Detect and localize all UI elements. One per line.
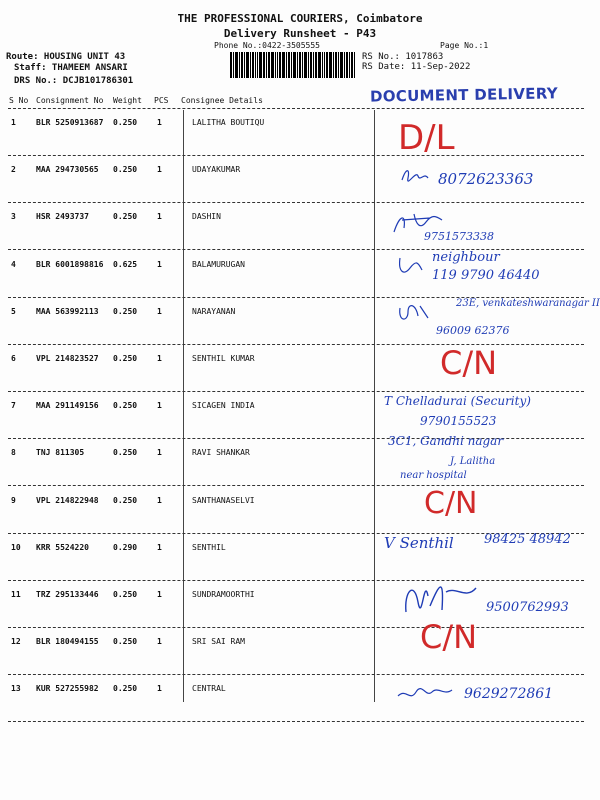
row-consignee: SENTHIL (192, 543, 226, 552)
row-sno: 1 (11, 118, 16, 127)
row-sno: 13 (11, 684, 21, 693)
row-divider (8, 627, 584, 628)
row-consignee: SENTHIL KUMAR (192, 354, 255, 363)
row-pcs: 1 (157, 637, 162, 646)
row-consignment-no: TRZ 295133446 (36, 590, 99, 599)
row-consignment-no: HSR 2493737 (36, 212, 89, 221)
document-delivery-stamp: DOCUMENT DELIVERY (369, 84, 559, 106)
row-divider (8, 674, 584, 675)
row-sno: 12 (11, 637, 21, 646)
col-pcs: PCS (154, 96, 169, 105)
rs-number: RS No.: 1017863 (362, 52, 444, 62)
row-consignment-no: MAA 294730565 (36, 165, 99, 174)
row-pcs: 1 (157, 496, 162, 505)
row-divider (8, 721, 584, 722)
handwritten-note: neighbour (432, 250, 500, 265)
row-weight: 0.250 (113, 448, 138, 457)
handwritten-phone: 96009 62376 (436, 324, 510, 337)
staff-label: Staff: THAMEEM ANSARI (14, 63, 128, 73)
handwritten-name: V Senthil (384, 534, 454, 552)
col-consignee: Consignee Details (181, 96, 263, 105)
row-consignee: RAVI SHANKAR (192, 448, 250, 457)
header-divider (8, 108, 584, 109)
handwritten-dl: D/L (398, 118, 455, 158)
row-consignment-no: BLR 6001898816 (36, 260, 104, 269)
row-weight: 0.250 (113, 590, 138, 599)
row-pcs: 1 (157, 543, 162, 552)
handwritten-cn: C/N (424, 486, 478, 521)
row-pcs: 1 (157, 118, 162, 127)
row-sno: 5 (11, 307, 16, 316)
handwritten-phone: 9751573338 (424, 230, 494, 243)
signature-scribble (396, 254, 426, 278)
row-consignee: SRI SAI RAM (192, 637, 245, 646)
row-pcs: 1 (157, 590, 162, 599)
row-consignment-no: BLR 180494155 (36, 637, 99, 646)
row-consignment-no: MAA 291149156 (36, 401, 99, 410)
column-rule (183, 110, 184, 702)
handwritten-note: T Chelladurai (Security) (384, 394, 531, 408)
row-sno: 4 (11, 260, 16, 269)
row-weight: 0.290 (113, 543, 138, 552)
row-pcs: 1 (157, 448, 162, 457)
handwritten-phone: 119 9790 46440 (432, 268, 540, 283)
row-sno: 3 (11, 212, 16, 221)
row-consignee: LALITHA BOUTIQU (192, 118, 265, 127)
handwritten-phone: 9500762993 (486, 600, 569, 615)
row-weight: 0.250 (113, 118, 138, 127)
row-divider (8, 155, 584, 156)
row-weight: 0.250 (113, 684, 138, 693)
row-divider (8, 580, 584, 581)
row-weight: 0.250 (113, 165, 138, 174)
row-pcs: 1 (157, 212, 162, 221)
handwritten-cn: C/N (440, 344, 498, 382)
row-consignee: DASHIN (192, 212, 221, 221)
drs-number: DRS No.: DCJB101786301 (14, 76, 134, 86)
row-consignment-no: KRR 5524220 (36, 543, 89, 552)
handwritten-address: 3C1, Gandhi nagar (388, 434, 504, 448)
row-divider (8, 391, 584, 392)
row-weight: 0.250 (113, 212, 138, 221)
row-sno: 9 (11, 496, 16, 505)
row-weight: 0.250 (113, 307, 138, 316)
phone-number: Phone No.:0422-3505555 (214, 41, 320, 50)
handwritten-note: J, Lalitha (450, 456, 496, 467)
row-sno: 10 (11, 543, 21, 552)
row-consignee: SANTHANASELVI (192, 496, 255, 505)
row-consignee: BALAMURUGAN (192, 260, 245, 269)
row-consignee: CENTRAL (192, 684, 226, 693)
runsheet-subtitle: Delivery Runsheet - P43 (223, 27, 377, 40)
row-pcs: 1 (157, 260, 162, 269)
page-number: Page No.:1 (440, 41, 489, 50)
signature-scribble (400, 572, 480, 618)
handwritten-address: 23E, venkateshwaranagar II (456, 298, 600, 309)
signature-scribble (400, 166, 430, 186)
signature-scribble (396, 684, 456, 704)
column-rule (374, 110, 375, 702)
col-sno: S No (9, 96, 29, 105)
row-consignment-no: BLR 5250913687 (36, 118, 104, 127)
signature-scribble (396, 300, 432, 326)
row-weight: 0.625 (113, 260, 138, 269)
row-divider (8, 202, 584, 203)
row-weight: 0.250 (113, 401, 138, 410)
row-sno: 8 (11, 448, 16, 457)
row-divider (8, 485, 584, 486)
document-title: THE PROFESSIONAL COURIERS, Coimbatore (177, 12, 423, 25)
row-consignee: UDAYAKUMAR (192, 165, 241, 174)
handwritten-phone: 8072623363 (438, 170, 534, 188)
rs-date: RS Date: 11-Sep-2022 (362, 62, 471, 72)
handwritten-cn: C/N (420, 618, 478, 656)
row-consignment-no: TNJ 811305 (36, 448, 85, 457)
row-pcs: 1 (157, 307, 162, 316)
row-pcs: 1 (157, 684, 162, 693)
row-sno: 2 (11, 165, 16, 174)
handwritten-phone: 9629272861 (464, 686, 554, 702)
row-pcs: 1 (157, 354, 162, 363)
row-consignee: SICAGEN INDIA (192, 401, 255, 410)
route-label: Route: HOUSING UNIT 43 (6, 52, 126, 62)
row-pcs: 1 (157, 165, 162, 174)
row-sno: 7 (11, 401, 16, 410)
handwritten-phone: 98425 48942 (484, 532, 571, 547)
row-weight: 0.250 (113, 637, 138, 646)
col-weight: Weight (113, 96, 142, 105)
row-consignee: SUNDRAMOORTHI (192, 590, 255, 599)
row-consignee: NARAYANAN (192, 307, 236, 316)
row-sno: 6 (11, 354, 16, 363)
row-consignment-no: VPL 214822948 (36, 496, 99, 505)
row-consignment-no: MAA 563992113 (36, 307, 99, 316)
barcode (230, 52, 355, 78)
row-consignment-no: KUR 527255982 (36, 684, 99, 693)
handwritten-note: near hospital (400, 470, 467, 481)
row-consignment-no: VPL 214823527 (36, 354, 99, 363)
handwritten-phone: 9790155523 (420, 414, 497, 428)
row-pcs: 1 (157, 401, 162, 410)
row-sno: 11 (11, 590, 21, 599)
row-weight: 0.250 (113, 496, 138, 505)
row-weight: 0.250 (113, 354, 138, 363)
col-consignment: Consignment No (36, 96, 104, 105)
row-divider (8, 344, 584, 345)
